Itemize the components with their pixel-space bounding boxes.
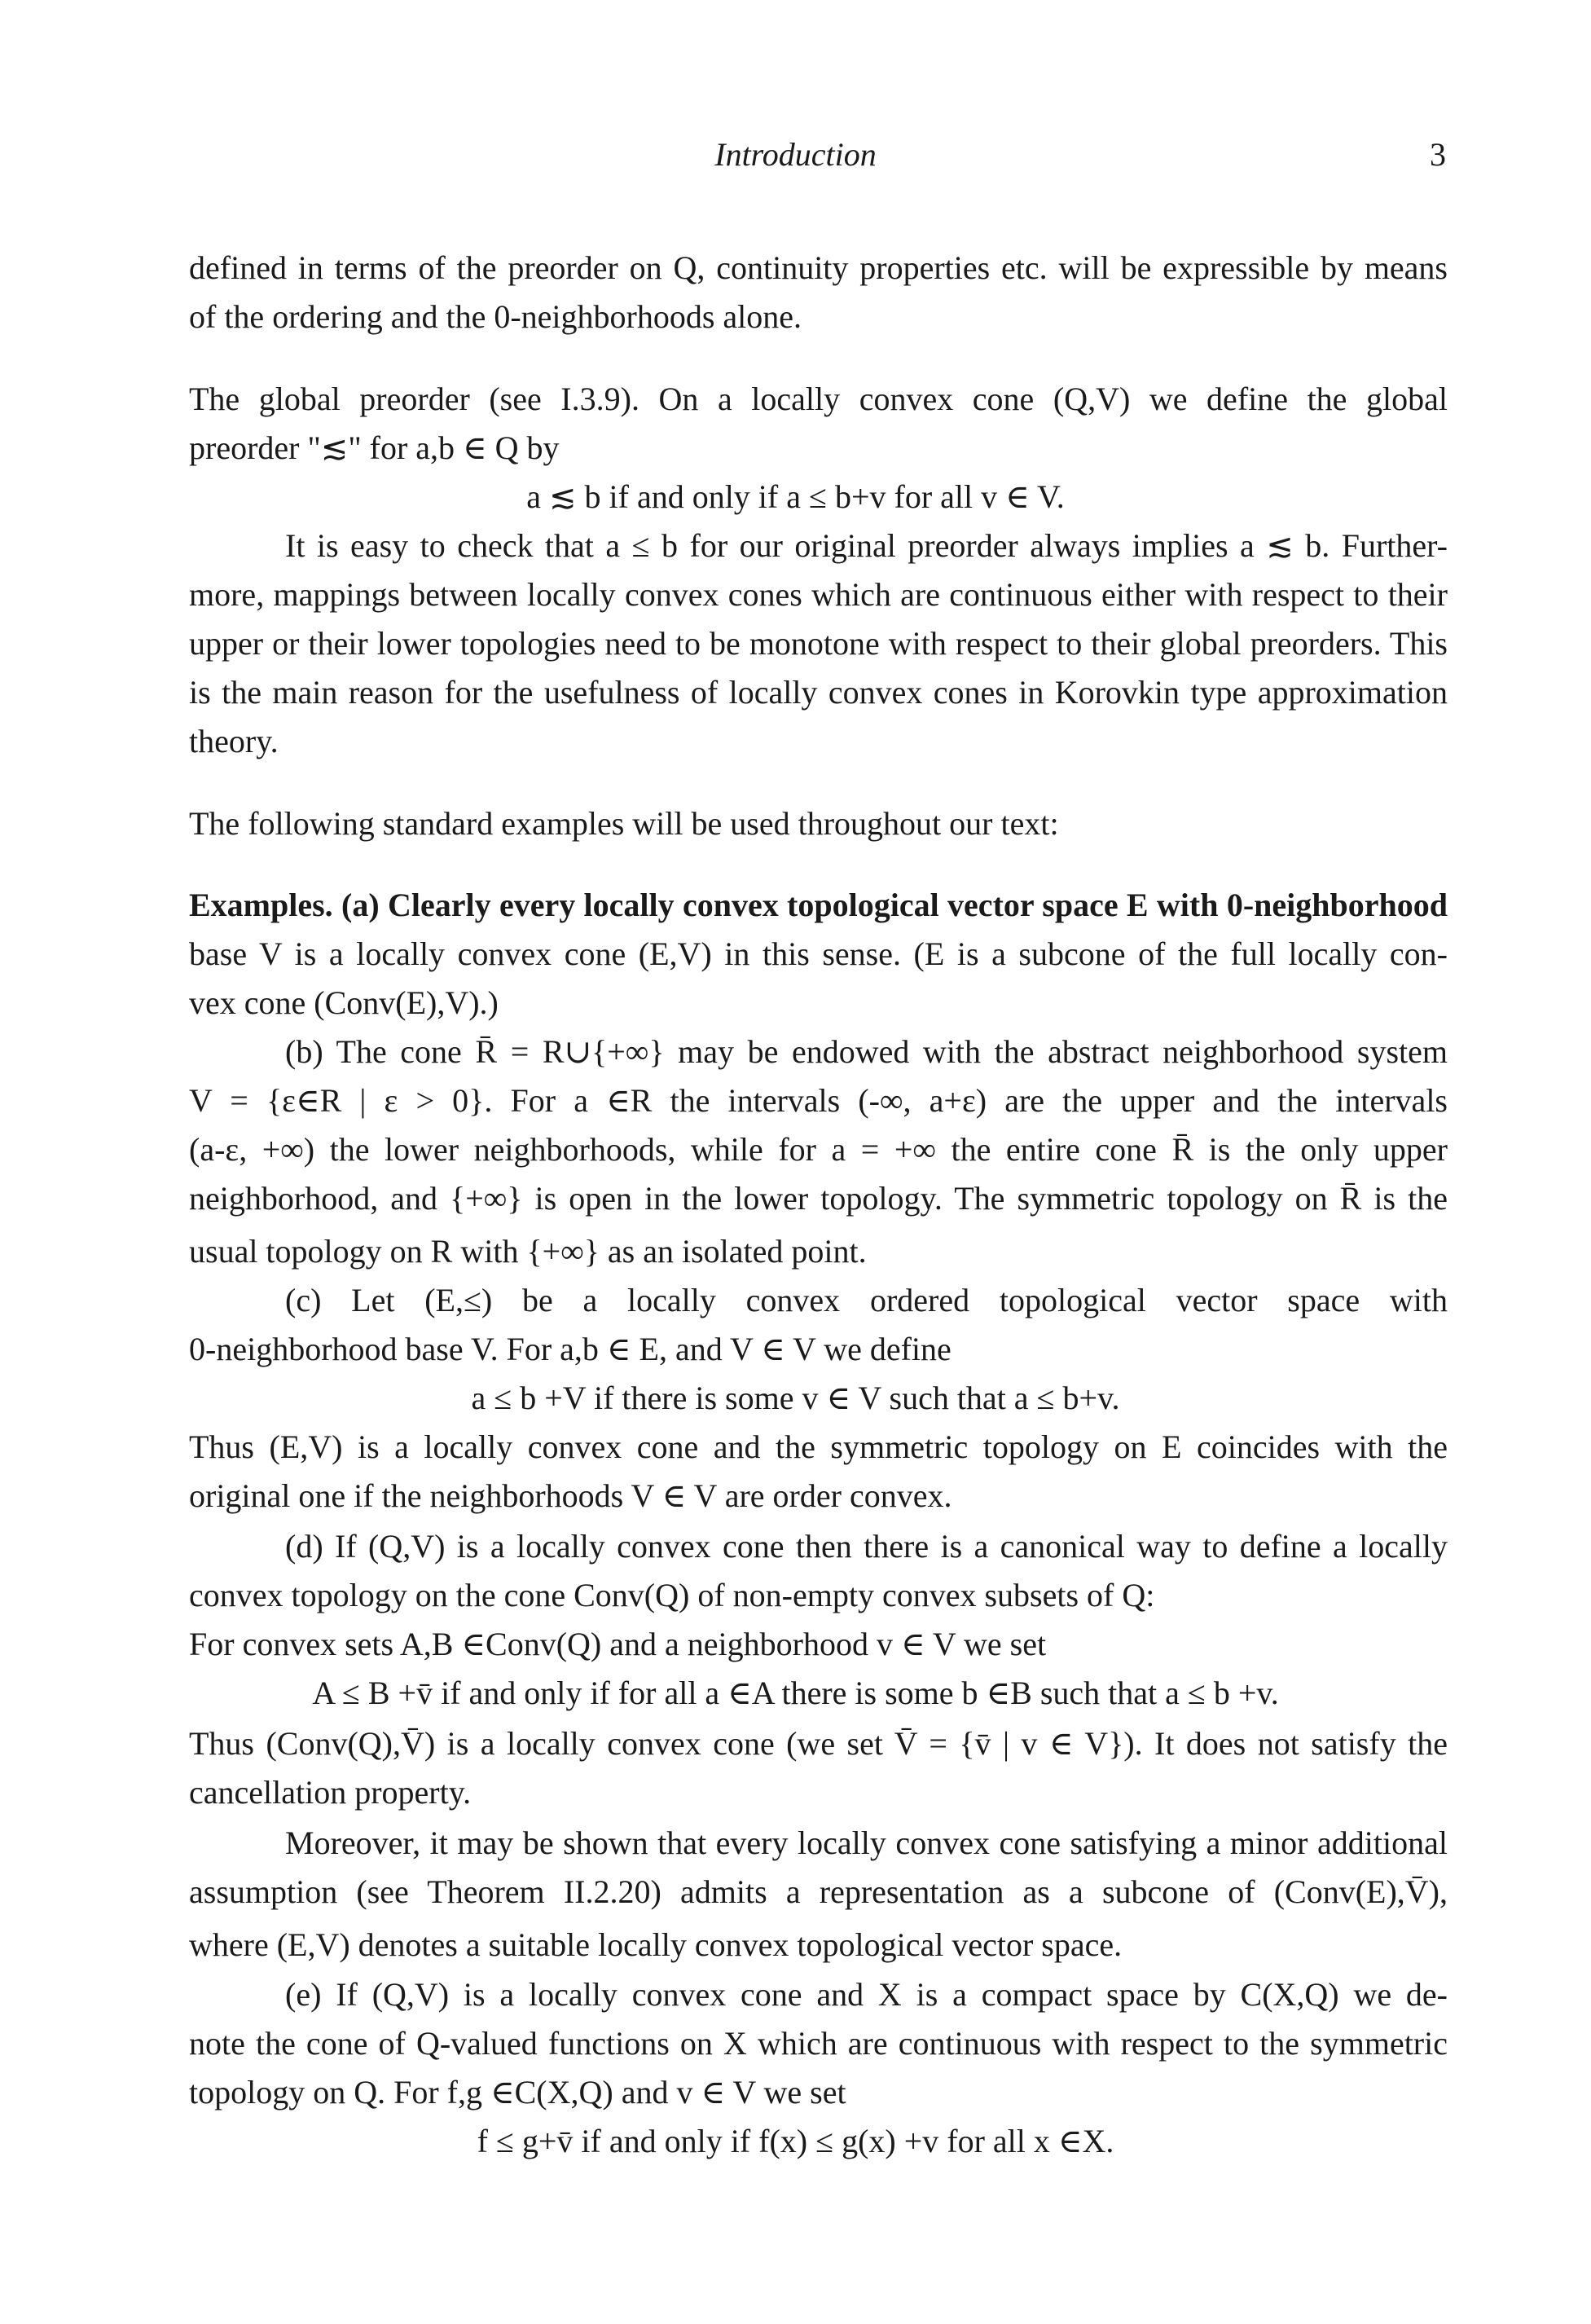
text-line: 0-neighborhood base V. For a,b ∈ E, and V ∈ V we define (189, 1331, 952, 1367)
text-line: is the main reason for the usefulness of locally convex cones in Korovkin type approximation (189, 674, 1448, 711)
text-line: original one if the neighborhoods V ∈ V are order convex. (189, 1477, 952, 1514)
section-heading-line: The global preorder (see I.3.9). On a locally convex cone (Q,V) we define the global (189, 381, 1448, 417)
text-line: (a-ε, +∞) the lower neighborhoods, while for a = +∞ the entire cone R̄ is the only upper (189, 1131, 1448, 1168)
text-line: Moreover, it may be shown that every locally convex cone satisfying a minor additional (285, 1824, 1448, 1861)
text-line: It is easy to check that a ≤ b for our original preorder always implies a ≲ b. Further- (285, 527, 1448, 564)
text-line: of the ordering and the 0-neighborhoods alone. (189, 298, 802, 335)
text-line: convex topology on the cone Conv(Q) of non-empty convex subsets of Q: (189, 1577, 1155, 1613)
text-line: The following standard examples will be used throughout our text: (189, 805, 1059, 842)
example-e-line: (e) If (Q,V) is a locally convex cone and X is a compact space by C(X,Q) we de- (285, 1976, 1448, 2013)
text-line: topology on Q. For f,g ∈C(X,Q) and v ∈ V we set (189, 2074, 846, 2111)
text-line: assumption (see Theorem II.2.20) admits a representation as a subcone of (Conv(E),V̄), (189, 1873, 1448, 1910)
example-c-line: (c) Let (E,≤) be a locally convex ordered topological vector space with (285, 1282, 1448, 1318)
text-line: Thus (Conv(Q),V̄) is a locally convex cone (we set V̄ = {v̄ | v ∈ V}). It does not satisfy the (189, 1725, 1448, 1762)
display-formula: a ≲ b if and only if a ≤ b+v for all v ∈ V. (526, 478, 1065, 515)
text-line: theory. (189, 723, 279, 759)
text-line: note the cone of Q-valued functions on X which are continuous with respect to the symmetric (189, 2025, 1448, 2062)
text-line: V = {ε∈R | ε > 0}. For a ∈R the intervals (-∞, a+ε) are the upper and the intervals (189, 1082, 1448, 1119)
text-line: cancellation property. (189, 1774, 472, 1811)
text-line: usual topology on R with {+∞} as an isolated point. (189, 1233, 867, 1270)
example-b-line: (b) The cone R̄ = R∪{+∞} may be endowed with the abstract neighborhood system (285, 1033, 1448, 1070)
text-line: Thus (E,V) is a locally convex cone and the symmetric topology on E coincides with the (189, 1428, 1448, 1465)
examples-heading-line: Examples. (a) Clearly every locally convex topological vector space E with 0-neighborhood (189, 887, 1448, 923)
display-formula: A ≤ B +v̄ if and only if for all a ∈A there is some b ∈B such that a ≤ b +v. (312, 1675, 1279, 1711)
text-line: For convex sets A,B ∈Conv(Q) and a neighborhood v ∈ V we set (189, 1626, 1047, 1662)
display-formula: f ≤ g+v̄ if and only if f(x) ≤ g(x) +v for all x ∈X. (477, 2123, 1114, 2159)
display-formula: a ≤ b +V if there is some v ∈ V such that a ≤ b+v. (471, 1380, 1120, 1416)
page-number: 3 (1430, 136, 1446, 173)
text-line: base V is a locally convex cone (E,V) in this sense. (E is a subcone of the full locally con- (189, 935, 1448, 972)
text-line: where (E,V) denotes a suitable locally convex topological vector space. (189, 1926, 1123, 1963)
running-head: Introduction (714, 136, 877, 173)
text-line: vex cone (Conv(E),V).) (189, 984, 499, 1021)
text-line: neighborhood, and {+∞} is open in the lower topology. The symmetric topology on R̄ is the (189, 1180, 1448, 1217)
text-line: preorder "≲" for a,b ∈ Q by (189, 429, 560, 466)
example-d-line: (d) If (Q,V) is a locally convex cone then there is a canonical way to define a locally (285, 1528, 1448, 1565)
text-line: upper or their lower topologies need to be monotone with respect to their global preorders. This (189, 625, 1448, 662)
text-line: defined in terms of the preorder on Q, continuity properties etc. will be expressible by means (189, 249, 1448, 286)
text-line: more, mappings between locally convex cones which are continuous either with respect to their (189, 576, 1448, 613)
